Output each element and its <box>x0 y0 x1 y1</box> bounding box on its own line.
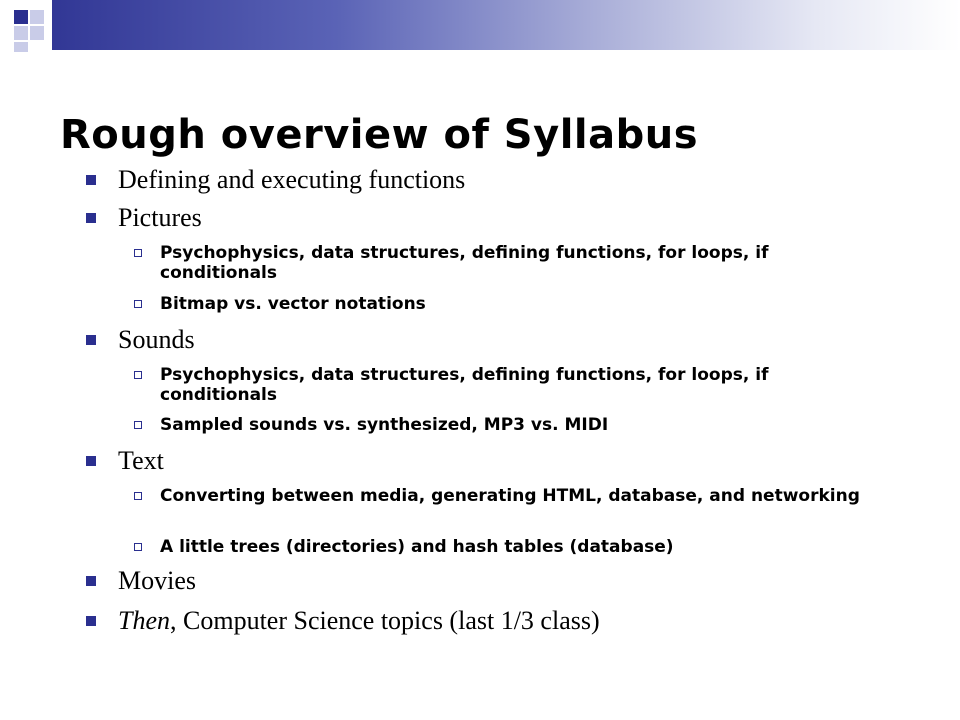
square-bullet-icon <box>86 576 96 586</box>
header-square-light <box>14 42 28 52</box>
hollow-square-bullet-icon <box>134 371 142 379</box>
square-bullet-icon <box>86 335 96 345</box>
header-square-dark <box>14 10 28 24</box>
sub-list-item-label: Converting between media, generating HTML, database, and networking <box>160 486 860 506</box>
list-item-label <box>118 606 600 636</box>
header-square-light <box>14 26 28 40</box>
list-item-label: Defining and executing functions <box>118 165 466 194</box>
hollow-square-bullet-icon <box>134 249 142 257</box>
hollow-square-bullet-icon <box>134 492 142 500</box>
square-bullet-icon <box>86 175 96 185</box>
slide-title: Rough overview of Syllabus <box>60 112 699 158</box>
hollow-square-bullet-icon <box>134 543 142 551</box>
square-bullet-icon <box>86 456 96 466</box>
list-item-label: Text <box>118 446 164 475</box>
list-item-label: Pictures <box>118 203 202 232</box>
sub-list-item-label: A little trees (directories) and hash tables (database) <box>160 537 674 557</box>
sub-list-item-label: Psychophysics, data structures, defining functions, for loops, if conditionals <box>160 365 769 405</box>
list-item-label-rest: , Computer Science topics (last 1/3 class) <box>170 606 600 635</box>
sub-list-item-label: Bitmap vs. vector notations <box>160 294 426 314</box>
sub-list-item-label: Sampled sounds vs. synthesized, MP3 vs. MIDI <box>160 415 609 435</box>
square-bullet-icon <box>86 616 96 626</box>
header-gradient-bar <box>0 0 960 50</box>
hollow-square-bullet-icon <box>134 300 142 308</box>
list-item-label: Movies <box>118 566 196 595</box>
hollow-square-bullet-icon <box>134 421 142 429</box>
header-square-light <box>30 10 44 24</box>
square-bullet-icon <box>86 213 96 223</box>
sub-list-item-label: Psychophysics, data structures, defining functions, for loops, if conditionals <box>160 243 769 283</box>
list-item-label: Sounds <box>118 325 195 354</box>
emphasis-text: Then <box>118 606 170 635</box>
header-square-light <box>30 26 44 40</box>
